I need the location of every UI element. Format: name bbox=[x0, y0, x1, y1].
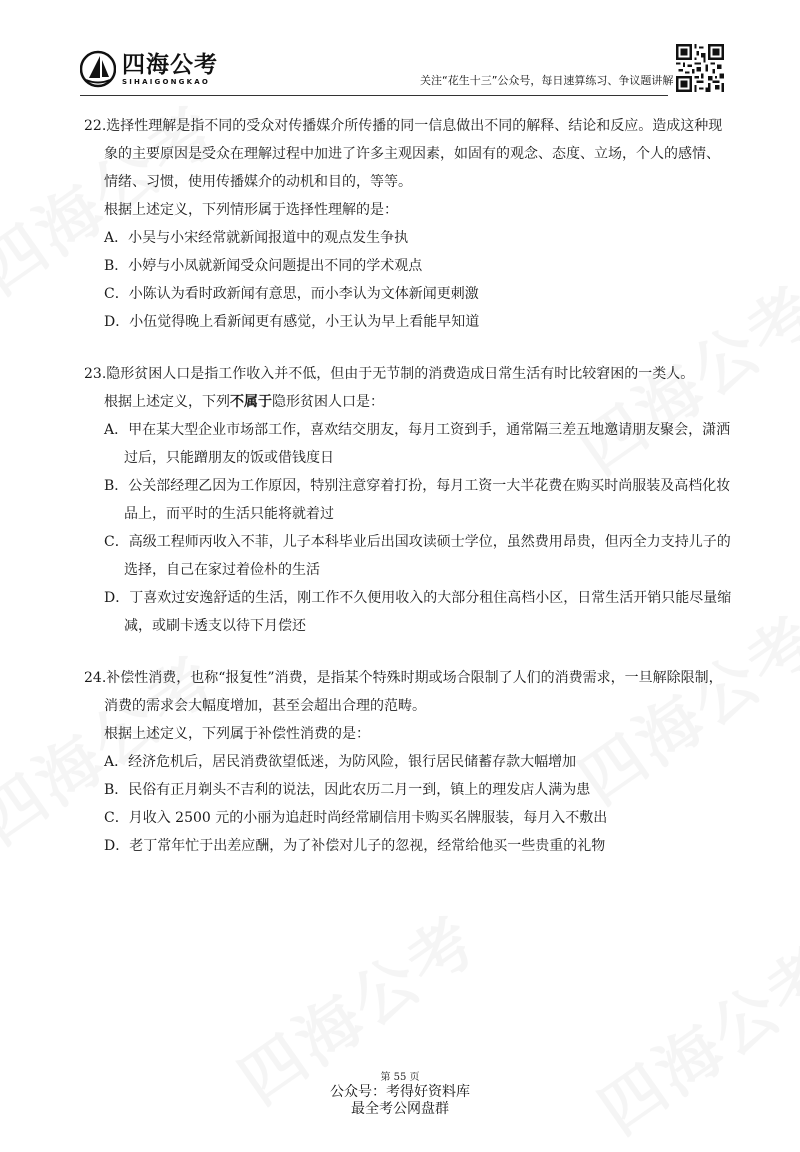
question-prompt: 根据上述定义，下列属于补偿性消费的是： bbox=[104, 726, 370, 742]
question-23 bbox=[84, 360, 734, 640]
option-b: B．小婷与小凤就新闻受众问题提出不同的学术观点 bbox=[104, 258, 423, 274]
option-d: D．老丁常年忙于出差应酬，为了补偿对儿子的忽视，经常给他买一些贵重的礼物 bbox=[104, 838, 606, 854]
question-prompt: 根据上述定义，下列情形属于选择性理解的是： bbox=[104, 202, 398, 218]
brand-logo bbox=[80, 50, 218, 88]
question-prompt: 根据上述定义，下列不属于隐形贫困人口是： bbox=[104, 394, 384, 410]
option-d: D．小伍觉得晚上看新闻更有感觉，小王认为早上看能早知道 bbox=[104, 314, 480, 330]
question-24 bbox=[84, 664, 734, 860]
question-22 bbox=[84, 112, 734, 336]
question-number: 23. bbox=[84, 366, 107, 382]
question-text: 24.补偿性消费，也称“报复性”消费，是指某个特殊时期或场合限制了人们的消费需求，一旦解除限制， bbox=[84, 670, 723, 686]
option-a: A．甲在某大型企业市场部工作，喜欢结交朋友，每月工资到手，通常隔三差五地邀请朋友聚会，潇洒过后，只能蹭朋友的饭或借钱度日 bbox=[104, 422, 731, 466]
option-a: A．经济危机后，居民消费欲望低迷，为防风险，银行居民储蓄存款大幅增加 bbox=[104, 754, 577, 770]
question-text: 23.隐形贫困人口是指工作收入并不低，但由于无节制的消费造成日常生活有时比较窘困的一类人。 bbox=[84, 366, 695, 382]
footer-note-line: 最全考公网盘群 bbox=[351, 1101, 449, 1117]
header-slogan: 关注“花生十三”公众号，每日速算练习、争议题讲解 bbox=[420, 74, 674, 87]
option-c: C．高级工程师丙收入不菲，儿子本科毕业后出国攻读硕士学位，虽然费用昂贵，但丙全力支持儿子的选择，自己在家过着俭朴的生活 bbox=[104, 534, 731, 578]
question-number: 22. bbox=[84, 118, 107, 134]
qr-code-icon bbox=[676, 44, 724, 92]
header-divider bbox=[80, 95, 668, 96]
option-d: D．丁喜欢过安逸舒适的生活，刚工作不久便用收入的大部分租住高档小区，日常生活开销只能尽量缩减，或刷卡透支以待下月偿还 bbox=[104, 590, 732, 634]
questions-section bbox=[84, 112, 734, 884]
option-b: B．民俗有正月剃头不吉利的说法，因此农历二月一到，镇上的理发店人满为患 bbox=[104, 782, 591, 798]
footer-note-line: 公众号：考得好资料库 bbox=[330, 1084, 470, 1100]
option-b: B．公关部经理乙因为工作原因，特别注意穿着打扮，每月工资一大半花费在购买时尚服装及高档化妆品上，而平时的生活只能将就着过 bbox=[104, 478, 731, 522]
emphasis-text: 不属于 bbox=[230, 394, 272, 410]
option-c: C．月收入 2500 元的小丽为追赶时尚经常刷信用卡购买名牌服装，每月入不敷出 bbox=[104, 810, 608, 826]
question-text: 22.选择性理解是指不同的受众对传播媒介所传播的同一信息做出不同的解释、结论和反应。造成这种现 bbox=[84, 118, 723, 134]
logo-chinese-name: 四海公考 bbox=[122, 51, 218, 78]
footer-note bbox=[0, 1084, 800, 1118]
logo-english-name: SIHAIGONGKAO bbox=[122, 77, 211, 86]
option-c: C．小陈认为看时政新闻有意思，而小李认为文体新闻更刺激 bbox=[104, 286, 479, 302]
page-header bbox=[0, 0, 800, 104]
question-number: 24. bbox=[84, 670, 107, 686]
question-text-line: 消费的需求会大幅度增加，甚至会超出合理的范畴。 bbox=[104, 698, 426, 714]
page-number: 第 55 页 bbox=[380, 1072, 420, 1083]
option-a: A．小吴与小宋经常就新闻报道中的观点发生争执 bbox=[104, 230, 409, 246]
sail-logo-icon bbox=[80, 50, 116, 88]
question-text-line: 情绪、习惯，使用传播媒介的动机和目的，等等。 bbox=[104, 174, 412, 190]
question-text-line: 象的主要原因是受众在理解过程中加进了许多主观因素，如固有的观念、态度、立场，个人的感情、 bbox=[104, 146, 720, 162]
